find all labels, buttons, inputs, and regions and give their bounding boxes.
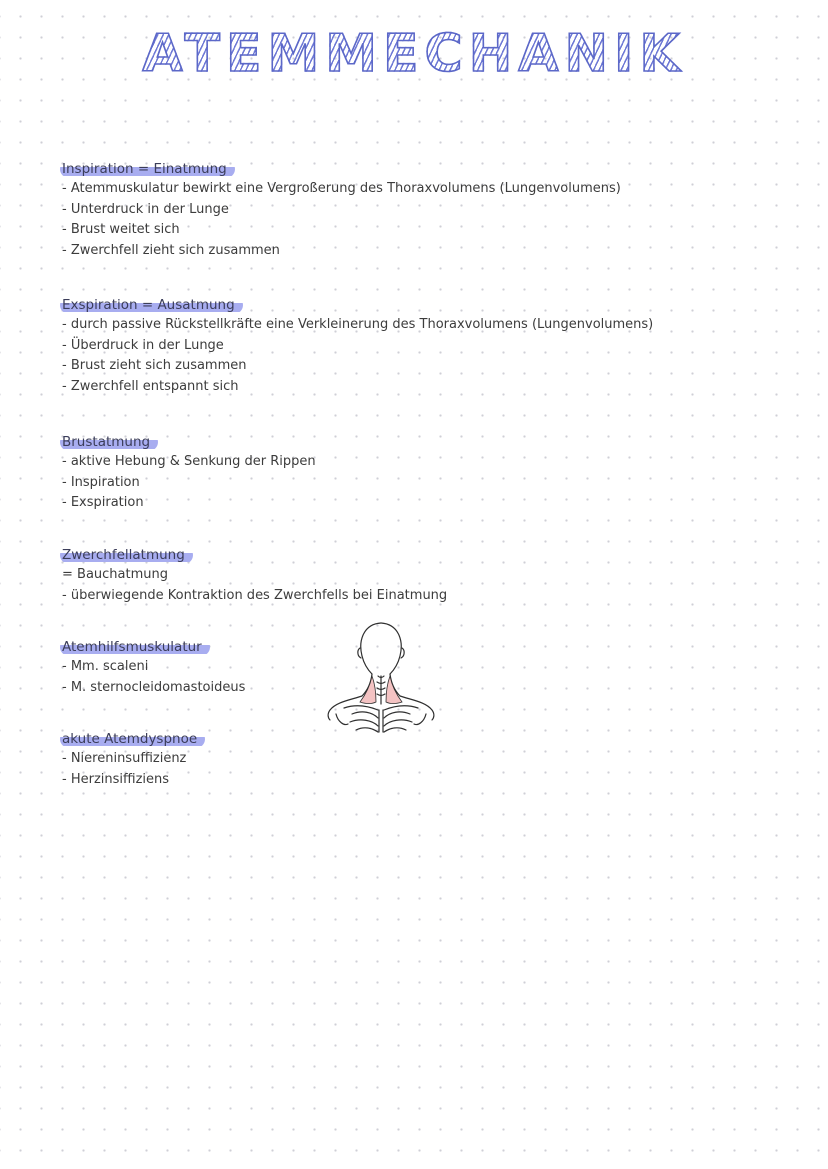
list-item: - M. sternocleidomastoideus [62,679,246,695]
list-item: - aktive Hebung & Senkung der Rippen [62,454,316,469]
section-inspiration [60,158,621,261]
section-exspiration [60,294,653,397]
list-item: - Brust weitet sich [62,222,180,237]
section-akute-atemdyspnoe [60,728,205,790]
list-item: - Unterdruck in der Lunge [62,201,229,217]
section-lines [60,565,447,606]
muscle-left [360,676,376,704]
page-title: ATEMMECHANIK [0,28,828,80]
section-lines [60,315,653,397]
neck-muscles-illustration [322,618,440,734]
list-item: - Zwerchfell entspannt sich [62,378,239,394]
section-heading: Zwerchfellatmung [60,546,193,564]
list-item: - Brust zieht sich zusammen [62,358,247,373]
list-item: - Exspiration [62,495,144,510]
list-item: - Niereninsuffizienz [62,751,187,766]
section-heading: Inspiration = Einatmung [60,160,235,178]
section-lines [60,452,316,514]
list-item: - Herzinsiffiziens [62,771,170,787]
section-atemhilfsmuskulatur [60,636,245,698]
section-brustatmung [60,431,316,514]
muscle-right [386,676,402,704]
section-heading: akute Atemdyspnoe [60,730,205,748]
section-zwerchfellatmung [60,544,447,606]
list-item: - Atemmuskulatur bewirkt eine Vergroßerung des Thoraxvolumens (Lungenvolumens) [62,181,621,196]
list-item: - Inspiration [62,474,140,490]
list-item: - Zwerchfell zieht sich zusammen [62,242,280,258]
section-lines [60,179,621,261]
section-heading: Brustatmung [60,433,158,451]
section-lines [60,657,245,698]
section-heading: Atemhilfsmuskulatur [60,638,210,656]
section-heading: Exspiration = Ausatmung [60,296,243,314]
list-item: = Bauchatmung [62,567,168,582]
list-item: - Mm. scaleni [62,659,149,674]
list-item: - Überdruck in der Lunge [62,337,224,353]
head-outline [361,623,401,674]
head-outline-left [362,656,372,674]
list-item: - durch passive Rückstellkräfte eine Verkleinerung des Thoraxvolumens (Lungenvolumens) [62,317,654,332]
list-item: - überwiegende Kontraktion des Zwerchfells bei Einatmung [62,587,448,603]
section-lines [60,749,205,790]
